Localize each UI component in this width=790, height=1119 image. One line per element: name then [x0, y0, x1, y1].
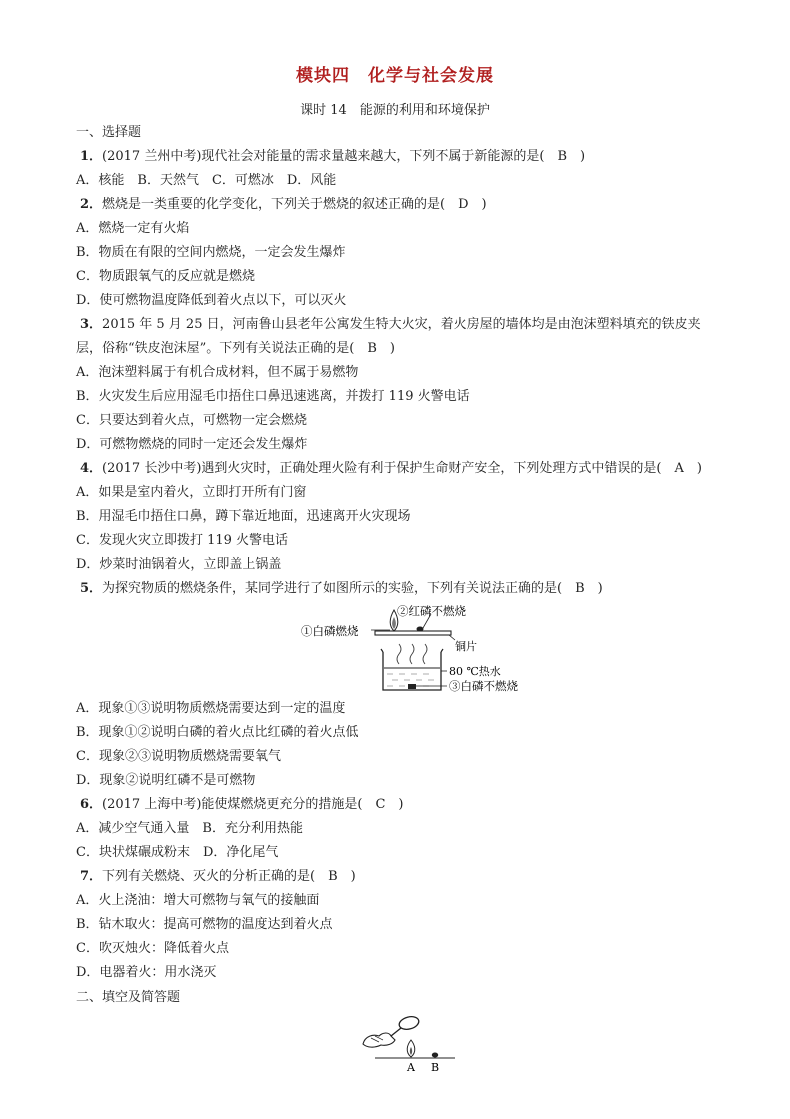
label-b: B: [431, 1061, 440, 1074]
question-stem: (2017 兰州中考)现代社会对能量的需求量越来越大，下列不属于新能源的是( B ): [102, 149, 586, 164]
option-d: D．炒菜时油锅着火，立即盖上锅盖: [76, 557, 282, 572]
option-b: B．物质在有限的空间内燃烧，一定会发生爆炸: [76, 245, 346, 260]
option-a: A．如果是室内着火，立即打开所有门窗: [76, 485, 307, 500]
question-number: 5．: [80, 581, 103, 596]
question-number: 3．: [80, 317, 103, 332]
question-4: [80, 461, 702, 477]
question-number: 4．: [80, 461, 103, 476]
option-d: D．现象②说明红磷不是可燃物: [76, 773, 256, 788]
question-number: 6．: [80, 797, 103, 812]
question-3-stem-continued: 层，俗称“铁皮泡沫屋”。下列有关说法正确的是( B ): [76, 341, 395, 356]
question-stem: 为探究物质的燃烧条件，某同学进行了如图所示的实验，下列有关说法正确的是( B ): [102, 581, 603, 596]
section-heading-fill: 二、填空及简答题: [76, 990, 181, 1005]
label-hot-water: 80 ℃热水: [449, 665, 501, 678]
option-b: B．现象①②说明白磷的着火点比红磷的着火点低: [76, 725, 359, 740]
option-d: D．可燃物燃烧的同时一定还会发生爆炸: [76, 437, 308, 452]
question-stem: 下列有关燃烧、灭火的分析正确的是( B ): [102, 869, 356, 884]
steam-icon: [397, 644, 401, 664]
label-copper-plate: 铜片: [455, 640, 477, 653]
lesson-subtitle: 课时 14 能源的利用和环境保护: [300, 103, 490, 118]
white-phosphorus-underwater: [408, 684, 416, 689]
question-number: 2．: [80, 197, 103, 212]
question-7: [80, 869, 356, 885]
label-white-phosphorus-burning: ①白磷燃烧: [301, 624, 359, 638]
question-6: [80, 797, 404, 813]
question-2: [80, 197, 487, 213]
module-number: 模块四: [296, 66, 350, 86]
section-heading-choice: 一、选择题: [76, 125, 142, 140]
question-number: 1．: [80, 149, 103, 164]
question-1-options: A．核能 B．天然气 C．可燃冰 D．风能: [76, 173, 337, 188]
question-stem: 燃烧是一类重要的化学变化，下列关于燃烧的叙述正确的是( D ): [102, 197, 487, 212]
spoon-icon: [398, 1015, 420, 1032]
question-stem: (2017 上海中考)能使煤燃烧更充分的措施是( C ): [102, 797, 404, 812]
option-a: A．泡沫塑料属于有机合成材料，但不属于易燃物: [76, 365, 359, 380]
option-c: C．物质跟氧气的反应就是燃烧: [76, 269, 255, 284]
option-b: B．火灾发生后应用湿毛巾捂住口鼻迅速逃离，并拨打 119 火警电话: [76, 389, 470, 404]
option-c: C．发现火灾立即拨打 119 火警电话: [76, 533, 289, 548]
option-d: D．使可燃物温度降低到着火点以下，可以灭火: [76, 293, 347, 308]
option-c: C．只要达到着火点，可燃物一定会燃烧: [76, 413, 307, 428]
label-red-phosphorus: ②红磷不燃烧: [397, 604, 466, 618]
label-a: A: [407, 1061, 415, 1074]
options-ab: A．减少空气通入量 B．充分利用热能: [76, 821, 303, 836]
combustion-experiment-figure: [295, 600, 535, 695]
red-phosphorus: [417, 627, 424, 632]
question-stem: 2015 年 5 月 25 日，河南鲁山县老年公寓发生特大火灾，着火房屋的墙体均是由泡沫塑料填充的铁皮夹: [102, 317, 701, 332]
label-white-phosphorus-underwater: ③白磷不燃烧: [449, 679, 518, 693]
copper-plate: [375, 631, 451, 635]
option-a: A．火上浇油：增大可燃物与氧气的接触面: [76, 893, 320, 908]
option-b: B．用湿毛巾捂住口鼻，蹲下靠近地面，迅速离开火灾现场: [76, 509, 411, 524]
question-number: 7．: [80, 869, 103, 884]
option-c: C．现象②③说明物质燃烧需要氧气: [76, 749, 281, 764]
hand-icon: [363, 1033, 395, 1047]
module-title: [0, 61, 790, 86]
option-d: D．电器着火：用水浇灭: [76, 965, 217, 980]
option-b: B．钻木取火：提高可燃物的温度达到着火点: [76, 917, 333, 932]
option-a: A．燃烧一定有火焰: [76, 221, 190, 236]
module-name: 化学与社会发展: [368, 66, 494, 86]
options-cd: C．块状煤碾成粉末 D．净化尾气: [76, 845, 279, 860]
question-3: [80, 317, 701, 333]
spoon-handle: [391, 1028, 401, 1036]
spoon-flame-figure: [355, 1014, 465, 1076]
option-a: A．现象①③说明物质燃烧需要达到一定的温度: [76, 701, 346, 716]
option-c: C．吹灭烛火：降低着火点: [76, 941, 229, 956]
question-5: [80, 581, 603, 597]
question-1: [80, 149, 585, 165]
question-stem: (2017 长沙中考)遇到火灾时，正确处理火险有利于保护生命财产安全，下列处理方式中错误的是( A ): [102, 461, 702, 476]
object-b: [432, 1053, 438, 1058]
